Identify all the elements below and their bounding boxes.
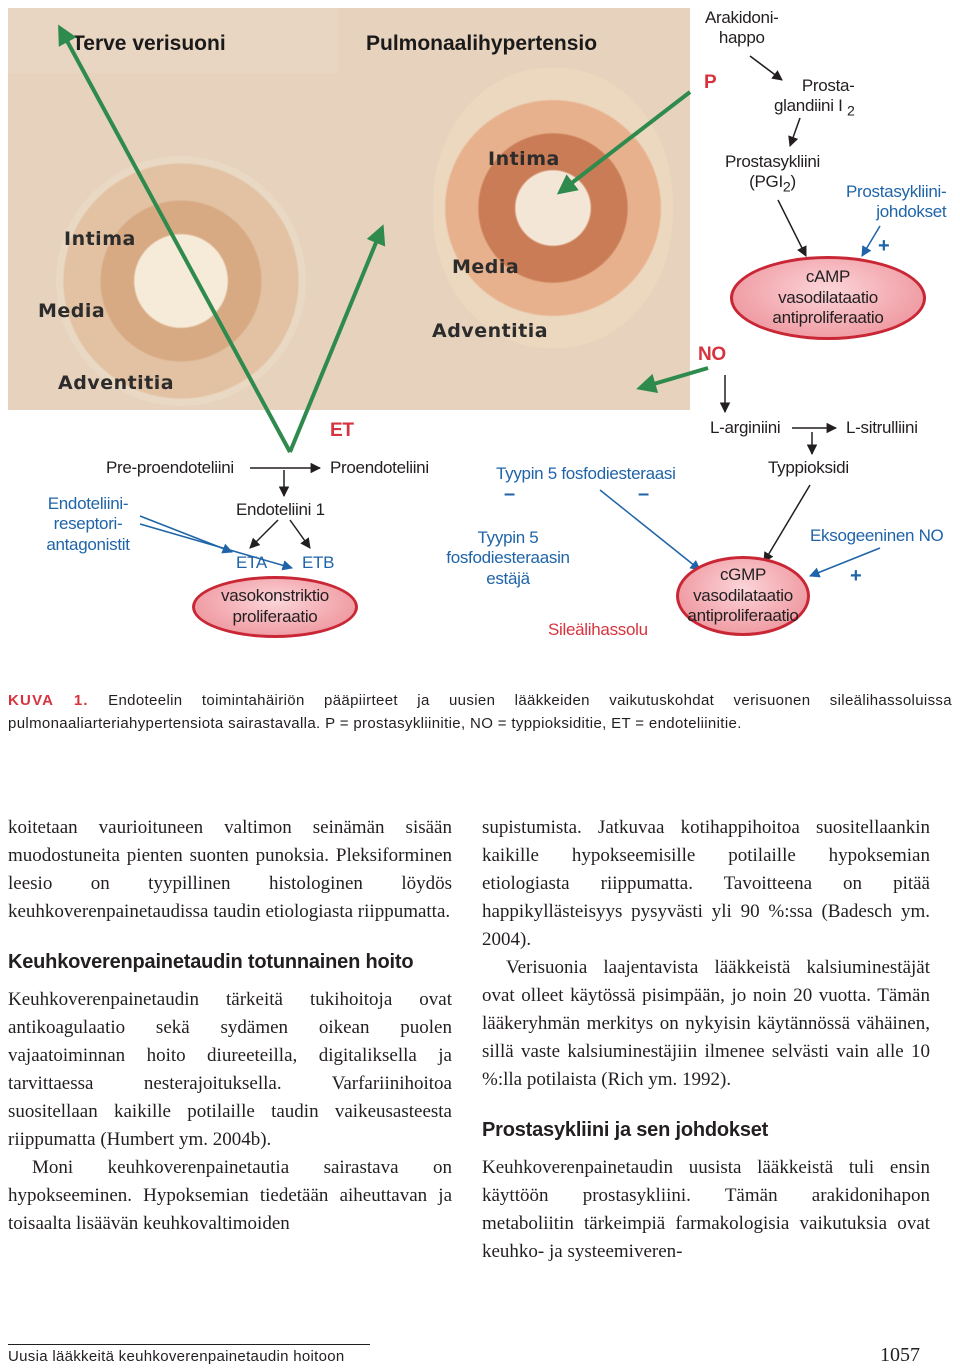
running-footer-title: Uusia lääkkeitä keuhkoverenpainetaudin hoitoon xyxy=(8,1348,345,1365)
paragraph: supistumista. Jatkuvaa kotihappihoitoa suositellaankin kaikille hypokseemisille potilaille hypoksemian etiologiasta riippumatta. Tavoitteena on pitää happikyllästeisyys pysyvästi yli 90 %:ssa (Badesch ym. 2004). xyxy=(482,817,930,950)
paragraph: Keuhkoverenpainetaudin tärkeitä tukihoitoja ovat antikoagulaatio sekä sydämen oikean puolen vajaatoiminnan hoito diureeteilla, digitaliksella ja tarvittaessa nesterajoituksella. Varfariinihoitoa suositellaan kaikille potilaille taudin vaikeusasteesta riippumatta (Humbert ym. 2004b). xyxy=(8,989,452,1150)
oval-vasoconstriction: vasokonstriktio proliferaatio xyxy=(192,576,358,638)
page-number: 1057 xyxy=(880,1344,920,1366)
label-l-arginine: L-arginiini xyxy=(710,418,781,437)
label-media-left: Media xyxy=(38,300,106,322)
marker-no: NO xyxy=(698,344,726,365)
photo-title-hypertension: Pulmonaalihypertensio xyxy=(366,32,598,55)
label-intima-left: Intima xyxy=(64,228,136,250)
label-intima-right: Intima xyxy=(488,148,560,170)
label-arachidonic-acid: Arakidoni- happo xyxy=(705,8,779,48)
caption-text: Endoteelin toimintahäiriön pääpiirteet ja uusien lääkkeiden vaikutuskohdat verisuonen sileälihassoluissa pulmonaaliarteriahypertensiota sairastavalla. P = prostasykliinitie, NO = typpioksiditie, ET = endoteliinitie. xyxy=(8,692,952,732)
label-proendothelin: Proendoteliini xyxy=(330,458,429,477)
label-prostacyclin: Prostasykliini $(PGI_2)$ xyxy=(725,152,820,196)
oval-camp: cAMP vasodilataatio antiproliferaatio xyxy=(730,256,926,340)
minus-pde5-left: – xyxy=(504,483,515,505)
label-nitric-oxide: Typpioksidi xyxy=(768,458,849,477)
caption-label: KUVA 1. xyxy=(8,692,89,709)
green-arrow-p xyxy=(560,92,690,192)
label-media-right: Media xyxy=(452,256,520,278)
label-receptor-antagonists: Endoteliini- reseptori- antagonistit xyxy=(46,494,130,554)
paragraph: Verisuonia laajentavista lääkkeistä kalsiuminestäjät ovat olleet käytössä pisimpään, jo noin 20 vuotta. Tämän lääkeryhmän merkitys on nykyisin käytännössä vähäinen, sillä vaste kalsiuminestäjiin ilmenee selvästi vain alle 10 %:lla potilaista (Rich ym. 1992). xyxy=(482,957,930,1090)
green-arrow-et-hypertension xyxy=(290,228,382,452)
label-pde5: Tyypin 5 fosfodiesteraasi xyxy=(496,464,676,483)
label-prostaglandin: Prosta- glandiini I $_2$ xyxy=(774,76,855,120)
label-prostacyclin-derivatives: Prostasykliini- johdokset xyxy=(846,182,947,222)
plus-exogenous-no: + xyxy=(850,565,862,587)
label-adventitia-left: Adventitia xyxy=(58,372,175,394)
label-adventitia-right: Adventitia xyxy=(432,320,549,342)
figure-caption xyxy=(8,690,952,735)
green-arrow-no xyxy=(640,368,708,388)
photo-title-healthy: Terve verisuoni xyxy=(72,32,226,55)
oval-cgmp: cGMP vasodilataatio antiproliferaatio xyxy=(676,556,810,636)
text-column-right xyxy=(482,814,930,1266)
label-pde5-inhibitor: Tyypin 5 fosfodiesteraasin estäjä xyxy=(446,528,570,588)
section-heading: Prostasykliini ja sen johdokset xyxy=(482,1119,769,1141)
label-preproendothelin: Pre-proendoteliini xyxy=(106,458,234,477)
green-arrow-et-healthy xyxy=(60,28,290,452)
footer-rule xyxy=(8,1344,370,1345)
paragraph: koitetaan vaurioituneen valtimon seinämän sisään muodostuneita pienten suonten punoksia. Pleksiforminen leesio on tyypillinen histologinen löydös keuhkoverenpainetaudissa taudin etiologiasta riippumatta. xyxy=(8,817,452,922)
label-endothelin-1: Endoteliini 1 xyxy=(236,500,325,519)
label-l-citrulline: L-sitrulliini xyxy=(846,418,918,437)
marker-p: P xyxy=(704,72,717,93)
section-heading: Keuhkoverenpainetaudin totunnainen hoito xyxy=(8,951,414,973)
label-smooth-muscle-cell: Sileälihassolu xyxy=(548,620,648,639)
label-exogenous-no: Eksogeeninen NO xyxy=(810,526,944,545)
text-column-left xyxy=(8,814,452,1238)
marker-et: ET xyxy=(330,420,354,441)
label-eta: ETA xyxy=(236,553,267,572)
paragraph: Keuhkoverenpainetaudin uusista lääkkeistä tuli ensin käyttöön prostasykliini. Tämän arakidonihapon metaboliitin tärkeimpiä farmakologisia vaikutuksia ovat keuhko- ja systeemiveren- xyxy=(482,1157,930,1262)
plus-derivatives: + xyxy=(878,235,890,257)
minus-pde5-right: – xyxy=(638,483,649,505)
paragraph: Moni keuhkoverenpainetautia sairastava on hypokseeminen. Hypoksemian tiedetään aiheuttavan ja toisaalta lisäävän keuhkovaltimoiden xyxy=(8,1157,452,1234)
label-etb: ETB xyxy=(302,553,335,572)
